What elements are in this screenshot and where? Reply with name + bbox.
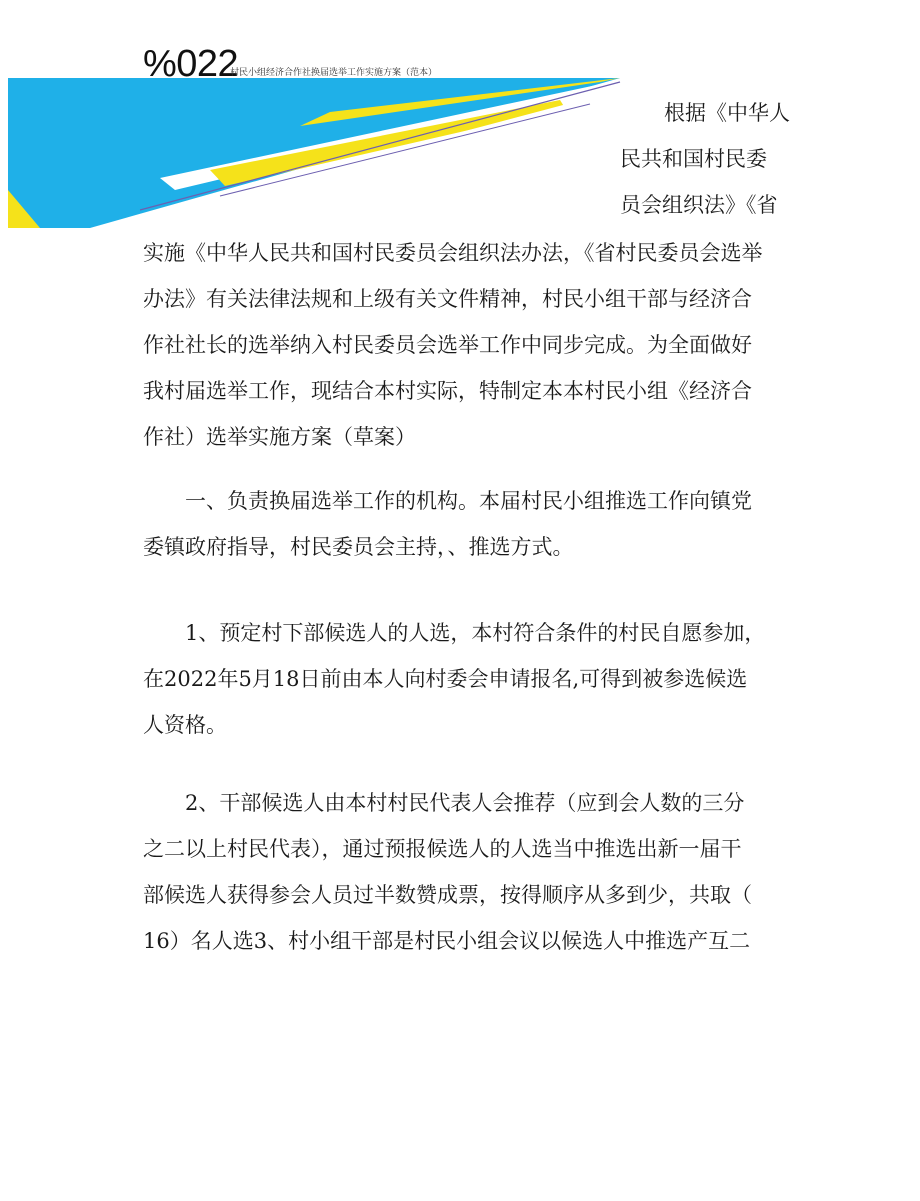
text-line: 人资格。 [143,713,227,737]
text-line: 2、干部候选人由本村村民代表人会推荐（应到会人数的三分 [143,791,745,815]
intro-line: 根据《中华人 [664,101,790,125]
document-number: %022 [143,43,239,85]
intro-line: 民共和国村民委 [620,147,767,171]
text-line: 办法》有关法律法规和上级有关文件精神，村民小组干部与经济合 [143,287,752,311]
text-line: 之二以上村民代表），通过预报候选人的人选当中推选出新一届干 [143,837,742,861]
document-body [143,230,801,964]
text-line: 我村届选举工作，现结合本村实际，特制定本本村民小组《经济合 [143,379,752,403]
text-line: 一、负责换届选举工作的机构。本届村民小组推选工作向镇党 [143,489,752,513]
text-line: 实施《中华人民共和国村民委员会组织法办法，《省村民委员会选举 [143,241,763,265]
paragraph-item-one [143,610,801,748]
text-line: 在2022年5月18日前由本人向村委会申请报名,可得到被参选候选 [143,667,748,691]
text-line: 作社）选举实施方案（草案） [143,425,416,449]
text-line: 16）名人选3、村小组干部是村民小组会议以候选人中推选产互二 [143,929,751,953]
paragraph-item-two [143,780,801,964]
text-line: 部候选人获得参会人员过半数赞成票，按得顺序从多到少，共取（ [143,883,752,907]
paragraph-section-one [143,478,801,570]
intro-line: 员会组织法》《省 [620,193,778,217]
text-line: 作社社长的选举纳入村民委员会选举工作中同步完成。为全面做好 [143,333,752,357]
paragraph-preamble [143,230,801,460]
document-subtitle: 村民小组经济合作社换届选举工作实施方案（范本） [230,68,438,78]
text-line: 委镇政府指导，村民委员会主持，、推选方式。 [143,535,574,559]
text-line: 1、预定村下部候选人的人选，本村符合条件的村民自愿参加， [143,621,766,645]
intro-text [612,90,812,228]
